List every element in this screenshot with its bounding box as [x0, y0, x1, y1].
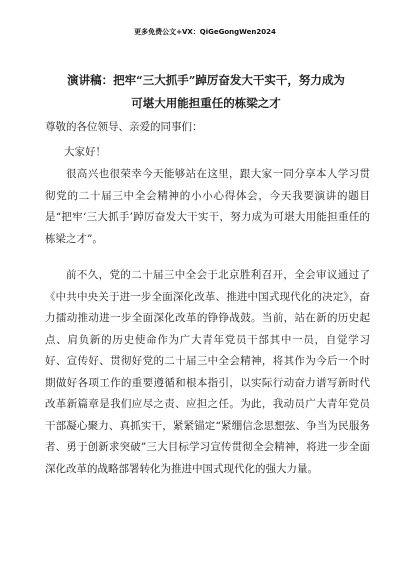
title-line-2: 可堪大用能担重任的栋梁之才	[131, 96, 281, 110]
body-paragraph-2: 前不久，党的二十届三中全会于北京胜利召开，全会审议通过了《中共中央关于进一步全面深化改革、推进中国式现代化的决定》，奋力擂动推动进一步全面深化改革的铮铮战鼓。当前，站在新的历史起点、肩负新的历史使命作为广大青年党员干部其中一员，自觉学习好、宣传好、贯彻好党的二十届三中全会精神，将其作为今后一个时期做好各项工作的重要遵循和根本指引，以实际行动奋力谱写新时代改革新篇章是我们应尽之责、应担之任。为此，我动员广大青年党员干部凝心聚力、真抓实干，紧紧锚定“紧绷信念思想弦、争当为民服务者、勇于创新求突破”三大目标学习宣传贯彻全会精神，将进一步全面深化改革的战略部署转化为推进中国式现代化的强大力量。	[45, 269, 370, 475]
header-note: 更多免费公文+VX：QiGeGongWen2024	[134, 28, 276, 36]
salutation: 尊敬的各位领导、亲爱的同事们：	[45, 121, 203, 133]
title-line-1: 演讲稿：把牢“三大抓手”踔厉奋发大干实干，努力成为	[67, 73, 345, 87]
body-paragraph-1: 很高兴也很荣幸今天能够站在这里，跟大家一同分享本人学习贯彻党的二十届三中全会精神的小小心得体会，今天我要演讲的题目是“把牢‘三大抓手’踔厉奋发大干实干，努力成为可堪大用能担重任的栋梁之才”。	[45, 168, 370, 245]
greeting: 大家好！	[64, 146, 106, 158]
